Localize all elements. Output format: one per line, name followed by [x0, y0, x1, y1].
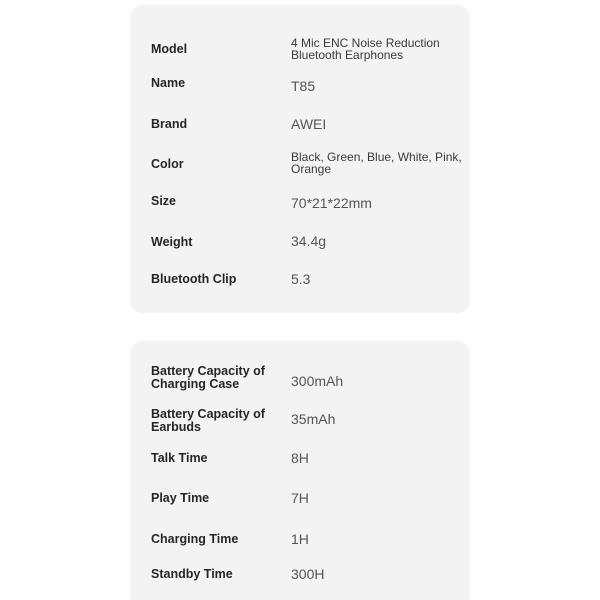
spec-label-earbud-battery-line1: Battery Capacity of	[151, 407, 265, 421]
spec-label-weight: Weight	[151, 235, 193, 249]
spec-label-case-battery-line2: Charging Case	[151, 377, 240, 391]
spec-value-color-line1: Black, Green, Blue, White, Pink,	[291, 150, 462, 164]
spec-label-play-time: Play Time	[151, 491, 210, 505]
spec-value-case-battery: 300mAh	[291, 373, 344, 389]
spec-label-charging-time: Charging Time	[151, 532, 239, 546]
spec-value-bluetooth: 5.3	[291, 271, 311, 287]
spec-value-charging-time: 1H	[291, 531, 309, 547]
spec-label-color: Color	[151, 157, 184, 171]
spec-value-weight: 34.4g	[291, 233, 327, 249]
spec-label-name: Name	[151, 76, 186, 90]
spec-label-model: Model	[151, 42, 188, 56]
spec-label-brand: Brand	[151, 117, 188, 131]
spec-value-play-time: 7H	[291, 490, 309, 506]
spec-value-standby-time: 300H	[291, 566, 325, 582]
spec-value-model-line1: 4 Mic ENC Noise Reduction	[291, 36, 440, 50]
spec-value-talk-time: 8H	[291, 450, 309, 466]
spec-label-earbud-battery-line2: Earbuds	[151, 420, 202, 434]
spec-label-standby-time: Standby Time	[151, 567, 233, 581]
spec-value-model-line2: Bluetooth Earphones	[291, 48, 404, 62]
spec-value-size: 70*21*22mm	[291, 195, 372, 211]
spec-label-size: Size	[151, 194, 177, 208]
spec-value-brand: AWEI	[291, 116, 327, 132]
spec-value-color-line2: Orange	[291, 162, 332, 176]
spec-value-earbud-battery: 35mAh	[291, 411, 336, 427]
spec-label-talk-time: Talk Time	[151, 451, 208, 465]
spec-label-case-battery-line1: Battery Capacity of	[151, 364, 265, 378]
spec-label-bluetooth: Bluetooth Clip	[151, 272, 237, 286]
spec-value-name: T85	[291, 78, 316, 94]
